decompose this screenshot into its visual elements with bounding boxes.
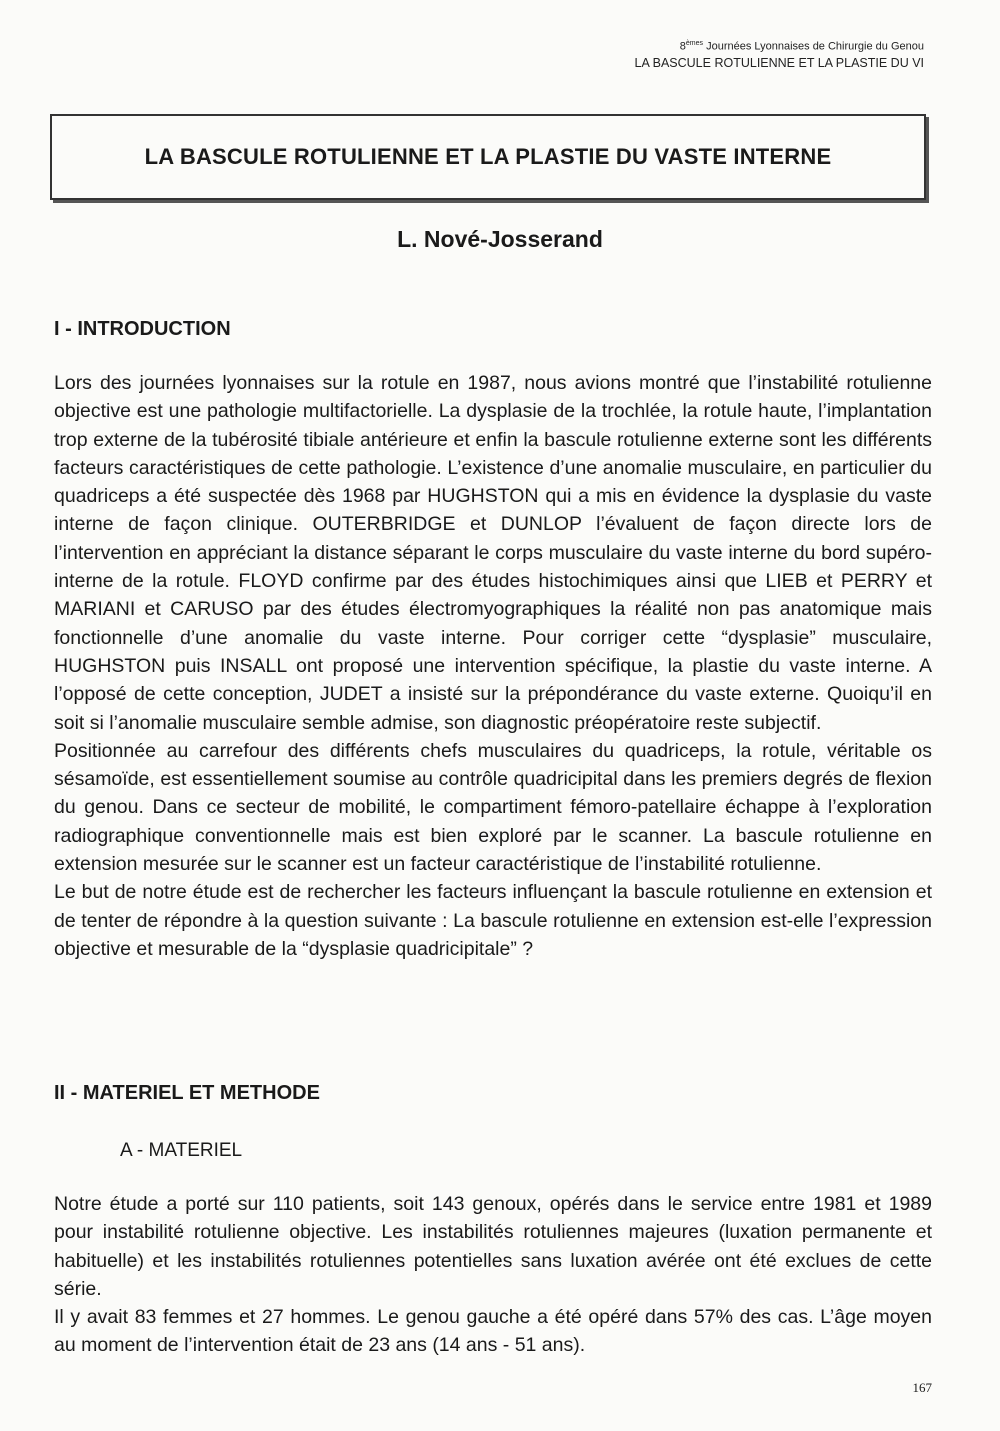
short-title: LA BASCULE ROTULIENNE ET LA PLASTIE DU VI bbox=[634, 55, 924, 70]
paragraph: Notre étude a porté sur 110 patients, soit 143 genoux, opérés dans le service entre 1981 et 1989 pour instabilité rotulienne objective. Les instabilités rotuliennes majeures (luxation permanente et habituelle) et les instabilités rotuliennes potentielles sans luxation avérée ont été exclues de cette série. bbox=[54, 1193, 932, 1300]
materiel-body bbox=[54, 1190, 932, 1360]
running-head bbox=[635, 36, 924, 71]
conference-name bbox=[635, 36, 924, 55]
conference-title: Journées Lyonnaises de Chirurgie du Genou bbox=[703, 40, 924, 53]
title-box bbox=[50, 114, 926, 200]
subsection-heading-materiel: A - MATERIEL bbox=[120, 1140, 243, 1161]
page-number: 167 bbox=[912, 1380, 932, 1395]
paragraph: Le but de notre étude est de rechercher les facteurs influençant la bascule rotulienne en extension et de tenter de répondre à la question suivante : La bascule rotulienne en extension est-elle l’expression objective et mesurable de la “dysplasie quadricipitale” ? bbox=[54, 881, 932, 960]
paragraph: Positionnée au carrefour des différents chefs musculaires du quadriceps, la rotule, véritable os sésamoïde, est essentiellement soumise au contrôle quadricipital dans les premiers degrés de flexion du genou. Dans ce secteur de mobilité, le compartiment fémoro-patellaire échappe à l’exploration radiographique conventionnelle mais est bien exploré par le scanner. La bascule rotulienne en extension mesurée sur le scanner est un facteur caractéristique de l’instabilité rotulienne. bbox=[54, 739, 932, 876]
paragraph: Il y avait 83 femmes et 27 hommes. Le genou gauche a été opéré dans 57% des cas. L’âge moyen au moment de l’intervention était de 23 ans (14 ans - 51 ans). bbox=[54, 1306, 932, 1357]
edition-number: 8 bbox=[679, 40, 686, 53]
edition-ordinal: èmes bbox=[685, 40, 704, 47]
author-name: L. Nové-Josserand bbox=[397, 226, 603, 252]
section-heading-materiel-methode: II - MATERIEL ET METHODE bbox=[54, 1082, 320, 1104]
paragraph: Lors des journées lyonnaises sur la rotule en 1987, nous avions montré que l’instabilité rotulienne objective est une pathologie multifactorielle. La dysplasie de la trochlée, la rotule haute, l’implantation trop externe de la tubérosité tibiale antérieure et enfin la bascule rotulienne externe sont les différents facteurs caractéristiques de cette pathologie. L’existence d’une anomalie musculaire, en particulier du quadriceps a été suspectée dès 1968 par HUGHSTON qui a mis en évidence la dysplasie du vaste interne de façon clinique. OUTERBRIDGE et DUNLOP l’évaluent de façon directe lors de l’intervention en appréciant la distance séparant le corps musculaire du vaste interne du bord supéro-interne de la rotule. FLOYD confirme par des études histochimiques ainsi que LIEB et PERRY et MARIANI et CARUSO par des études électromyographiques la réalité non pas anatomique mais fonctionnelle d’une anomalie du vaste interne. Pour corriger cette “dysplasie” musculaire, HUGHSTON puis INSALL ont proposé une intervention spécifique, la plastie du vaste interne. A l’opposé de cette conception, JUDET a insisté sur la prépondérance du vaste externe. Quoiqu’il en soit si l’anomalie musculaire semble admise, son diagnostic préopératoire reste subjectif. bbox=[54, 372, 932, 734]
introduction-body bbox=[54, 369, 932, 963]
article-title: LA BASCULE ROTULIENNE ET LA PLASTIE DU VASTE INTERNE bbox=[144, 144, 832, 169]
section-heading-introduction: I - INTRODUCTION bbox=[54, 318, 231, 340]
